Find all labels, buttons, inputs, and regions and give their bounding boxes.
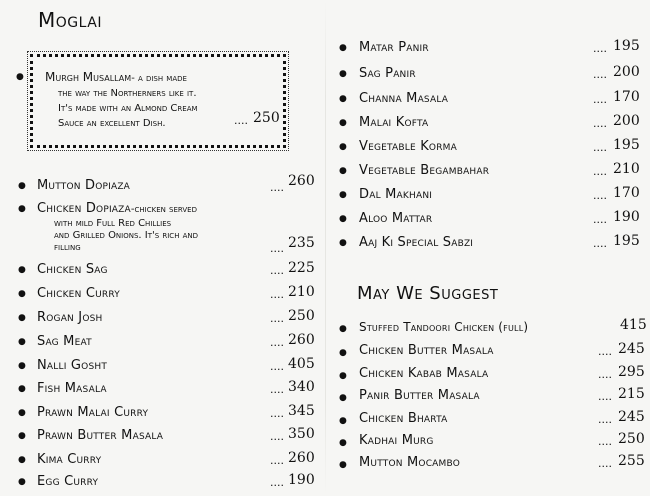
menu-item-price: 210 — [288, 284, 315, 300]
bullet: ● — [339, 238, 347, 248]
bullet: ● — [18, 455, 26, 465]
price-leader-dots: .... — [270, 264, 284, 277]
menu-item-name: Dal Makhani — [359, 187, 433, 202]
price-leader-dots: .... — [270, 242, 284, 255]
price-leader-dots: .... — [270, 476, 284, 489]
price-leader-dots: .... — [270, 383, 284, 396]
bullet: ● — [18, 361, 26, 371]
price-leader-dots: .... — [593, 42, 607, 55]
special-dish-box — [30, 54, 286, 148]
bullet: ● — [339, 460, 347, 470]
bullet: ● — [339, 69, 347, 79]
price-leader-dots: .... — [270, 312, 284, 325]
menu-item-name: Prawn Butter Masala — [37, 428, 164, 443]
menu-item-price: 225 — [288, 260, 315, 276]
bullet: ● — [339, 214, 347, 224]
bullet: ● — [18, 337, 26, 347]
price-leader-dots: .... — [270, 288, 284, 301]
menu-item-desc-line: with mild Full Red Chillies — [54, 218, 172, 229]
bullet: ● — [339, 142, 347, 152]
menu-item-name: Mutton Mocambo — [359, 455, 460, 470]
price-leader-dots: .... — [270, 360, 284, 373]
bullet: ● — [18, 477, 26, 487]
menu-item-name: Egg Curry — [37, 474, 99, 489]
menu-item-name: Nalli Gosht — [37, 358, 108, 373]
special-desc-line: It's made with an Almond Cream — [58, 103, 198, 114]
bullet: ● — [339, 416, 347, 426]
menu-item-price: 255 — [618, 453, 645, 469]
bullet: ● — [339, 371, 347, 381]
menu-item-price: 340 — [288, 379, 315, 395]
price-leader-dots: .... — [598, 457, 612, 470]
menu-item-name: Malai Kofta — [359, 115, 429, 130]
special-desc-line: - a dish made — [131, 73, 187, 84]
menu-item-price: 250 — [288, 308, 315, 324]
menu-item-desc-line: filling — [54, 242, 81, 253]
bullet: ● — [339, 393, 347, 403]
special-dish-name — [45, 71, 187, 85]
menu-item-name — [37, 202, 197, 217]
menu-item-name: Fish Masala — [37, 381, 107, 396]
menu-item-price: 260 — [288, 450, 315, 466]
menu-item-name: Chicken Bharta — [359, 411, 448, 426]
menu-item-price: 250 — [618, 431, 645, 447]
menu-item-price: 215 — [618, 386, 645, 402]
bullet: ● — [18, 313, 26, 323]
price-leader-dots: .... — [593, 165, 607, 178]
menu-item-price: 345 — [288, 403, 315, 419]
menu-item-name: Rogan Josh — [37, 310, 103, 325]
menu-item-name: Chicken Butter Masala — [359, 343, 494, 358]
menu-item-name: Chicken Curry — [37, 286, 120, 301]
bullet: ● — [16, 72, 24, 82]
price-leader-dots: .... — [593, 213, 607, 226]
special-dish-title: Murgh Musallam — [45, 70, 132, 84]
bullet: ● — [18, 384, 26, 394]
menu-item-name: Channa Masala — [359, 91, 449, 106]
menu-item-price: 200 — [613, 64, 640, 80]
price-leader-dots: .... — [270, 181, 284, 194]
menu-item-name: Sag Meat — [37, 334, 92, 349]
menu-item-price: 260 — [288, 173, 315, 189]
menu-item-name: Vegetable Begambahar — [359, 163, 490, 178]
price-leader-dots: .... — [598, 345, 612, 358]
section-title-may-we-suggest: May We Suggest — [357, 283, 499, 304]
menu-item-price: 195 — [613, 137, 640, 153]
menu-item-price: 405 — [288, 356, 315, 372]
bullet: ● — [339, 43, 347, 53]
price-leader-dots: .... — [234, 114, 248, 127]
menu-item-price: 295 — [618, 364, 645, 380]
price-leader-dots: .... — [270, 454, 284, 467]
menu-item-name: Aaj Ki Special Sabzi — [359, 235, 474, 250]
price-leader-dots: .... — [270, 407, 284, 420]
bullet: ● — [18, 408, 26, 418]
menu-item-price: 260 — [288, 332, 315, 348]
menu-item-price: 245 — [618, 341, 645, 357]
menu-item-name: Vegetable Korma — [359, 139, 457, 154]
menu-item-name: Mutton Dopiaza — [37, 178, 131, 193]
price-leader-dots: .... — [593, 117, 607, 130]
price-leader-dots: .... — [270, 430, 284, 443]
menu-item-price: 245 — [618, 409, 645, 425]
bullet: ● — [339, 348, 347, 358]
menu-item-name: Aloo Mattar — [359, 211, 433, 226]
menu-item-price: 415 — [620, 317, 647, 333]
bullet: ● — [18, 204, 26, 214]
special-desc-line: Sauce an excellent Dish. — [58, 118, 166, 129]
menu-item-name: Kima Curry — [37, 452, 102, 467]
section-title-moglai: Moglai — [38, 8, 102, 32]
price-leader-dots: .... — [598, 413, 612, 426]
menu-item-name: Stuffed Tandoori Chicken (full) — [359, 320, 529, 334]
menu-item-price: 235 — [288, 235, 315, 251]
bullet: ● — [339, 94, 347, 104]
bullet: ● — [339, 438, 347, 448]
menu-item-name: Matar Panir — [359, 40, 429, 55]
menu-item-name: Chicken Kabab Masala — [359, 366, 489, 381]
menu-item-name: Prawn Malai Curry — [37, 405, 149, 420]
bullet: ● — [339, 118, 347, 128]
price-leader-dots: .... — [598, 435, 612, 448]
bullet: ● — [339, 166, 347, 176]
menu-item-price: 170 — [613, 185, 640, 201]
menu-item-price: 170 — [613, 89, 640, 105]
bullet: ● — [18, 289, 26, 299]
bullet: ● — [339, 190, 347, 200]
price-leader-dots: .... — [598, 368, 612, 381]
menu-item-price: 350 — [288, 426, 315, 442]
menu-item-name: Sag Panir — [359, 66, 416, 81]
menu-item-desc-line: and Grilled Onions. It's rich and — [54, 230, 199, 241]
price-leader-dots: .... — [593, 93, 607, 106]
menu-item-price: 195 — [613, 233, 640, 249]
menu-item-price: 195 — [613, 38, 640, 54]
special-dish-price: 250 — [253, 110, 280, 126]
price-leader-dots: .... — [593, 189, 607, 202]
menu-item-price: 200 — [613, 113, 640, 129]
bullet: ● — [339, 324, 347, 334]
price-leader-dots: .... — [593, 68, 607, 81]
menu-item-name: Chicken Sag — [37, 262, 108, 277]
menu-item-price: 190 — [288, 472, 315, 488]
bullet: ● — [18, 181, 26, 191]
price-leader-dots: .... — [593, 141, 607, 154]
menu-item-price: 210 — [613, 161, 640, 177]
special-desc-line: the way the Northerners like it. — [58, 88, 197, 99]
menu-item-name: Panir Butter Masala — [359, 388, 480, 403]
price-leader-dots: .... — [593, 237, 607, 250]
bullet: ● — [18, 431, 26, 441]
menu-item-price: 190 — [613, 209, 640, 225]
price-leader-dots: .... — [598, 390, 612, 403]
menu-item-desc: -chicken served — [130, 204, 197, 215]
price-leader-dots: .... — [270, 336, 284, 349]
menu-item-name: Kadhai Murg — [359, 433, 434, 448]
bullet: ● — [18, 265, 26, 275]
menu-item-title: Chicken Dopiaza — [37, 201, 131, 216]
column-divider — [325, 0, 326, 496]
